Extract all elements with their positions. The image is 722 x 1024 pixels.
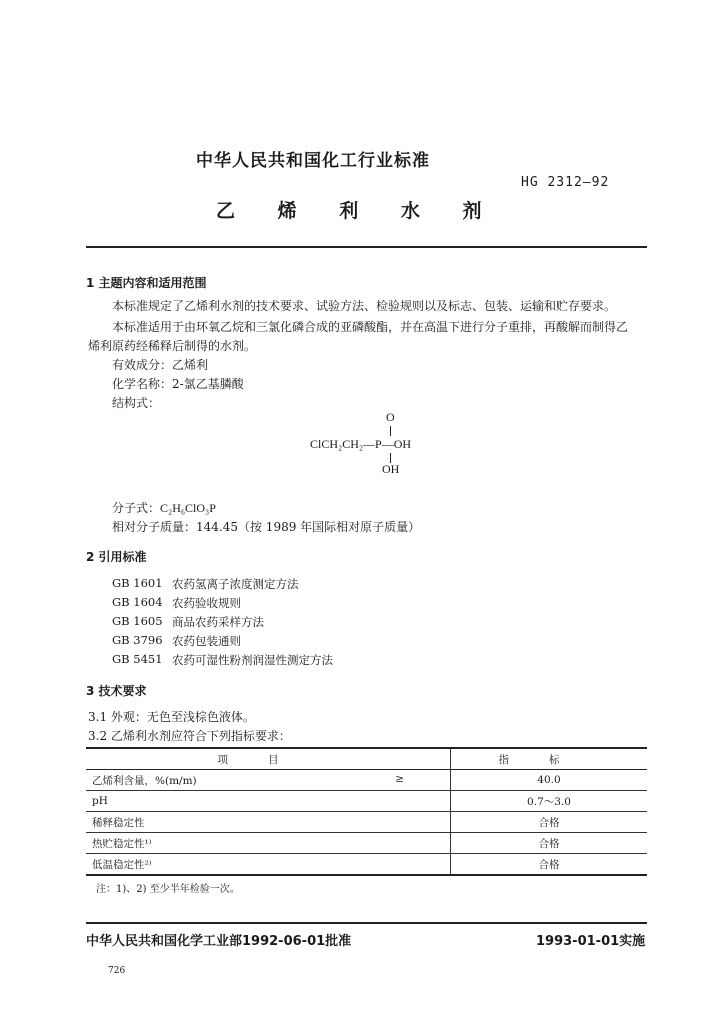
standard-org-title: 中华人民共和国化工行业标准 <box>196 151 430 171</box>
table-row <box>86 854 647 876</box>
structural-formula <box>310 410 440 474</box>
ref-code: GB 3796 <box>112 633 163 647</box>
table-row <box>86 833 647 854</box>
row-item: 稀释稳定性 <box>86 812 451 833</box>
row-operator: ≥ <box>395 772 404 785</box>
section-3-heading: 3 技术要求 <box>86 684 147 698</box>
row-item: pH <box>86 791 451 812</box>
formula-main-chain: ClCH₂CH₂—P—OH <box>310 437 412 451</box>
header-rule <box>86 246 647 248</box>
row-value: 合格 <box>451 833 648 854</box>
approval-line: 中华人民共和国化学工业部1992-06-01批准 <box>86 934 352 949</box>
ref-code: GB 5451 <box>112 652 163 666</box>
row-value: 合格 <box>451 854 648 876</box>
row-value: 合格 <box>451 812 648 833</box>
clause-3-1: 3.1 外观：无色至浅棕色液体。 <box>88 710 255 724</box>
page-number: 726 <box>108 966 126 976</box>
table-row <box>86 791 647 812</box>
row-item: 低温稳定性²⁾ <box>86 854 451 876</box>
chemical-name: 化学名称：2-氯乙基膦酸 <box>112 377 244 391</box>
formula-double-bond <box>390 426 391 436</box>
table-note: 注：1)、2) 至少半年检验一次。 <box>96 884 240 895</box>
section-1-para-1: 本标准规定了乙烯利水剂的技术要求、试验方法、检验规则以及标志、包装、运输和贮存要求。 <box>112 299 617 313</box>
active-ingredient: 有效成分：乙烯利 <box>112 358 209 372</box>
row-value: 40.0 <box>451 770 648 791</box>
formula-oxygen: O <box>386 410 395 424</box>
document-title: 乙 烯 利 水 剂 <box>216 200 500 222</box>
col-header-index: 指标 <box>451 748 648 770</box>
structure-label: 结构式： <box>112 396 161 410</box>
ref-code: GB 1605 <box>112 614 163 628</box>
ref-title: 农药可湿性粉剂润湿性测定方法 <box>172 653 333 667</box>
section-1-para-2b: 烯利原药经稀释后制得的水剂。 <box>88 339 257 353</box>
standard-code: HG 2312—92 <box>521 175 610 190</box>
spec-table <box>86 747 647 876</box>
table-header-row <box>86 748 647 770</box>
ref-title: 农药氢离子浓度测定方法 <box>172 577 299 591</box>
ref-code: GB 1604 <box>112 595 163 609</box>
molecular-weight: 相对分子质量：144.45（按 1989 年国际相对原子质量） <box>112 520 421 534</box>
row-item: 乙烯利含量，%(m/m) <box>92 774 197 787</box>
section-1-para-2a: 本标准适用于由环氧乙烷和三氯化磷合成的亚磷酸酯，并在高温下进行分子重排，再酸解而制得乙 <box>112 320 629 334</box>
clause-3-2: 3.2 乙烯利水剂应符合下列指标要求： <box>88 729 291 743</box>
ref-code: GB 1601 <box>112 576 163 590</box>
ref-title: 商品农药采样方法 <box>172 615 264 629</box>
row-value: 0.7～3.0 <box>451 791 648 812</box>
formula-hydroxyl: OH <box>382 462 400 476</box>
molecular-formula: 分子式：C₂H₆ClO₃P <box>112 501 216 515</box>
footer-rule <box>86 922 647 924</box>
ref-title: 农药包装通则 <box>172 634 241 648</box>
table-row <box>86 770 647 791</box>
section-1-heading: 1 主题内容和适用范围 <box>86 276 207 290</box>
implementation-date: 1993-01-01实施 <box>536 934 646 949</box>
row-item: 热贮稳定性¹⁾ <box>86 833 451 854</box>
ref-title: 农药验收规则 <box>172 596 241 610</box>
table-row <box>86 812 647 833</box>
col-header-item: 项目 <box>86 748 451 770</box>
section-2-heading: 2 引用标准 <box>86 550 147 564</box>
